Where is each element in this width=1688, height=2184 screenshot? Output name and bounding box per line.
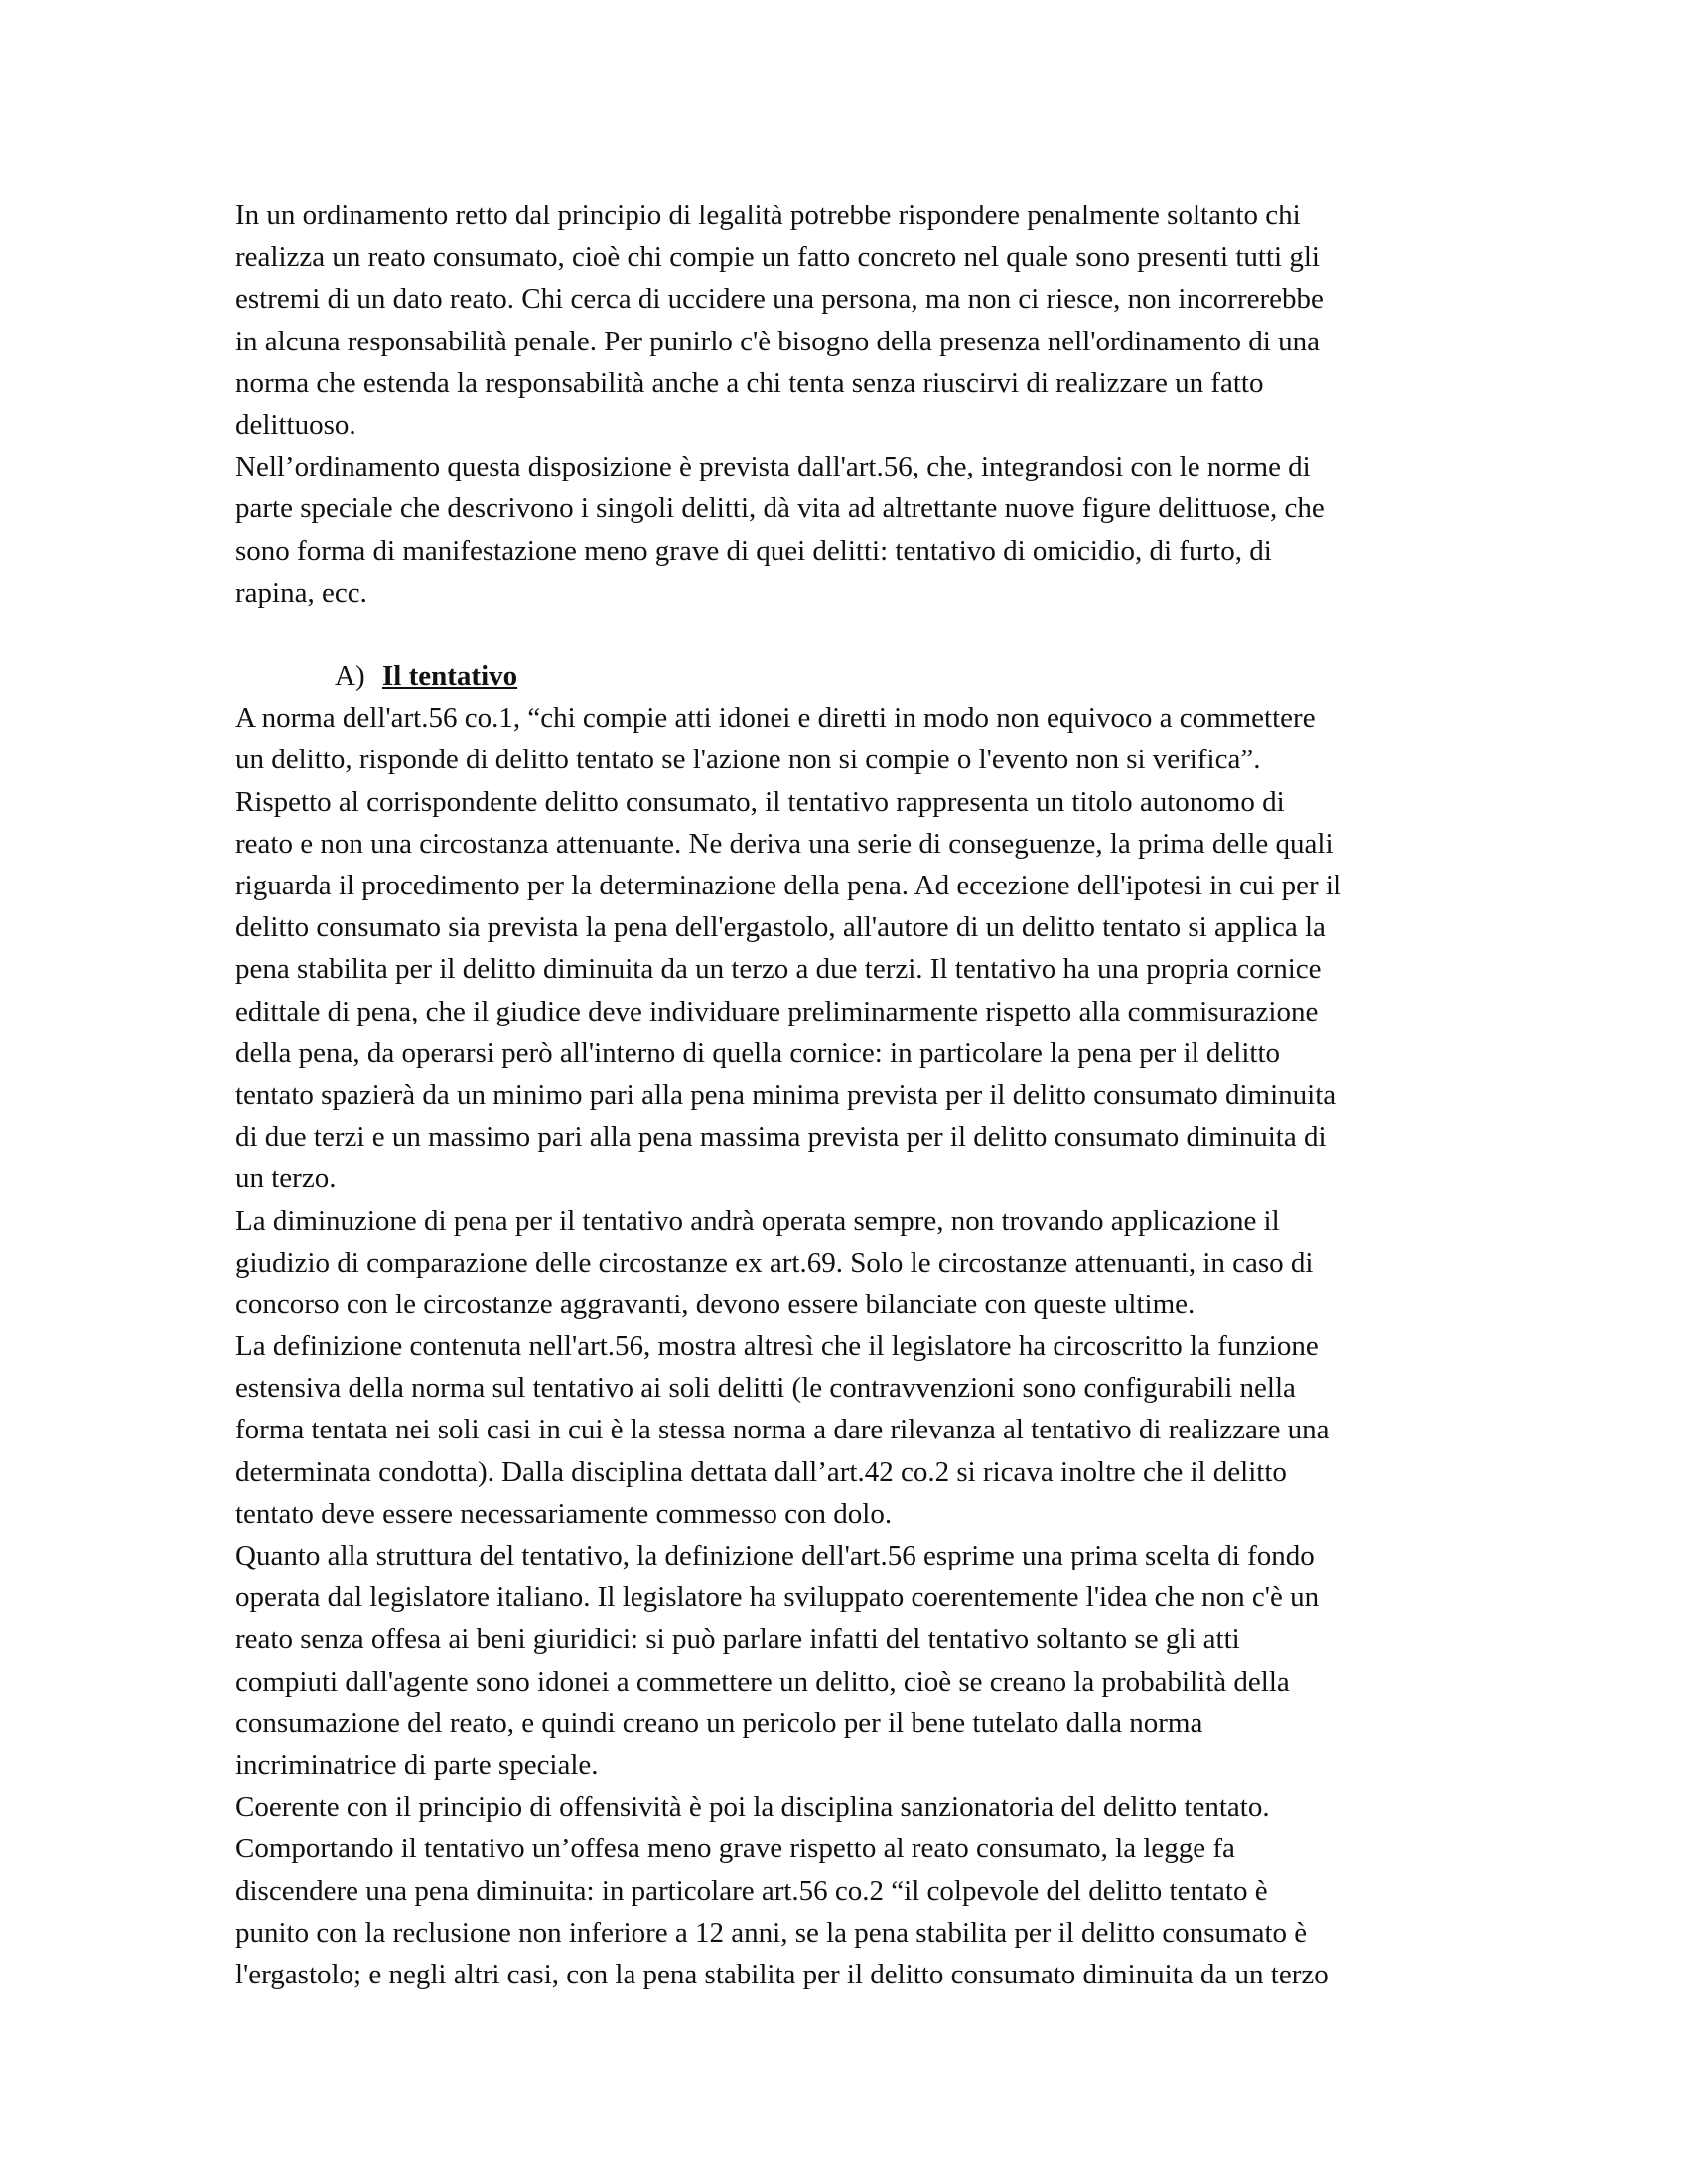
text-line: in alcuna responsabilità penale. Per punirlo c'è bisogno della presenza nell'ordinamento di una — [235, 325, 1320, 357]
document-body — [235, 195, 1467, 1995]
text-line: realizza un reato consumato, cioè chi compie un fatto concreto nel quale sono presenti tutti gli — [235, 241, 1320, 274]
text-line: norma che estenda la responsabilità anche a chi tenta senza riuscirvi di realizzare un fatto — [235, 366, 1264, 399]
text-line: tentato deve essere necessariamente commesso con dolo. — [235, 1497, 893, 1530]
text-line: consumazione del reato, e quindi creano un pericolo per il bene tutelato dalla norma — [235, 1706, 1203, 1739]
text-line: l'ergastolo; e negli altri casi, con la pena stabilita per il delitto consumato diminuita da un terzo — [235, 1958, 1329, 1990]
text-line: La definizione contenuta nell'art.56, mostra altresì che il legislatore ha circoscritto la funzione — [235, 1330, 1319, 1363]
text-line: di due terzi e un massimo pari alla pena massima prevista per il delitto consumato diminuita di — [235, 1121, 1327, 1154]
text-line: determinata condotta). Dalla disciplina dettata dall’art.42 co.2 si ricava inoltre che il delitto — [235, 1455, 1287, 1488]
text-line: riguarda il procedimento per la determinazione della pena. Ad eccezione dell'ipotesi in cui per il — [235, 870, 1342, 901]
text-line: tentato spazierà da un minimo pari alla pena minima prevista per il delitto consumato diminuita — [235, 1078, 1336, 1111]
text-line: Rispetto al corrispondente delitto consumato, il tentativo rappresenta un titolo autonomo di — [235, 785, 1285, 818]
text-line: della pena, da operarsi però all'interno di quella cornice: in particolare la pena per il delitto — [235, 1036, 1281, 1069]
text-line: reato e non una circostanza attenuante. Ne deriva una serie di conseguenze, la prima delle quali — [235, 827, 1334, 860]
text-line: reato senza offesa ai beni giuridici: si può parlare infatti del tentativo soltanto se gli atti — [235, 1623, 1240, 1656]
text-line: Coerente con il principio di offensività è poi la disciplina sanzionatoria del delitto tentato. — [235, 1791, 1270, 1824]
text-line: forma tentata nei soli casi in cui è la stessa norma a dare rilevanza al tentativo di realizzare una — [235, 1414, 1330, 1446]
text-line: un terzo. — [235, 1162, 337, 1195]
paragraph-spacer — [235, 614, 1467, 655]
section-paragraph — [235, 697, 1467, 1995]
text-line: delittuoso. — [235, 408, 356, 441]
text-line: incriminatrice di parte speciale. — [235, 1748, 599, 1781]
section-heading — [235, 655, 1467, 697]
text-line: estremi di un dato reato. Chi cerca di uccidere una persona, ma non ci riesce, non incorrerebbe — [235, 283, 1324, 316]
text-line: edittale di pena, che il giudice deve individuare preliminarmente rispetto alla commisurazione — [235, 995, 1319, 1027]
text-line: sono forma di manifestazione meno grave di quei delitti: tentativo di omicidio, di furto, di — [235, 534, 1272, 567]
text-line: giudizio di comparazione delle circostanze ex art.69. Solo le circostanze attenuanti, in caso di — [235, 1246, 1314, 1279]
text-line: pena stabilita per il delitto diminuita da un terzo a due terzi. Il tentativo ha una propria cornice — [235, 953, 1322, 986]
text-line: discendere una pena diminuita: in particolare art.56 co.2 “il colpevole del delitto tentato è — [235, 1874, 1268, 1907]
text-line: Nell’ordinamento questa disposizione è prevista dall'art.56, che, integrandosi con le norme di — [235, 451, 1311, 483]
section-marker: A) — [335, 660, 365, 693]
text-line: In un ordinamento retto dal principio di legalità potrebbe rispondere penalmente soltanto chi — [235, 200, 1301, 231]
text-line: un delitto, risponde di delitto tentato se l'azione non si compie o l'evento non si verifica”. — [235, 744, 1261, 776]
text-line: Quanto alla struttura del tentativo, la definizione dell'art.56 esprime una prima scelta di fondo — [235, 1540, 1315, 1571]
text-line: parte speciale che descrivono i singoli delitti, dà vita ad altrettante nuove figure delittuose, che — [235, 492, 1325, 525]
text-line: operata dal legislatore italiano. Il legislatore ha sviluppato coerentemente l'idea che non c'è un — [235, 1581, 1320, 1614]
text-line: estensiva della norma sul tentativo ai soli delitti (le contravvenzioni sono configurabili nella — [235, 1372, 1296, 1405]
text-line: delitto consumato sia prevista la pena dell'ergastolo, all'autore di un delitto tentato si applica la — [235, 911, 1326, 944]
text-line: Comportando il tentativo un’offesa meno grave rispetto al reato consumato, la legge fa — [235, 1833, 1235, 1865]
section-title: Il tentativo — [382, 660, 518, 693]
text-line: La diminuzione di pena per il tentativo andrà operata sempre, non trovando applicazione il — [235, 1204, 1280, 1237]
text-line: A norma dell'art.56 co.1, “chi compie atti idonei e diretti in modo non equivoco a commettere — [235, 702, 1316, 735]
intro-paragraph — [235, 195, 1467, 614]
text-line: punito con la reclusione non inferiore a 12 anni, se la pena stabilita per il delitto consumato è — [235, 1916, 1308, 1949]
text-line: concorso con le circostanze aggravanti, devono essere bilanciate con queste ultime. — [235, 1288, 1196, 1320]
text-line: rapina, ecc. — [235, 576, 367, 609]
text-line: compiuti dall'agente sono idonei a commettere un delitto, cioè se creano la probabilità della — [235, 1665, 1290, 1698]
